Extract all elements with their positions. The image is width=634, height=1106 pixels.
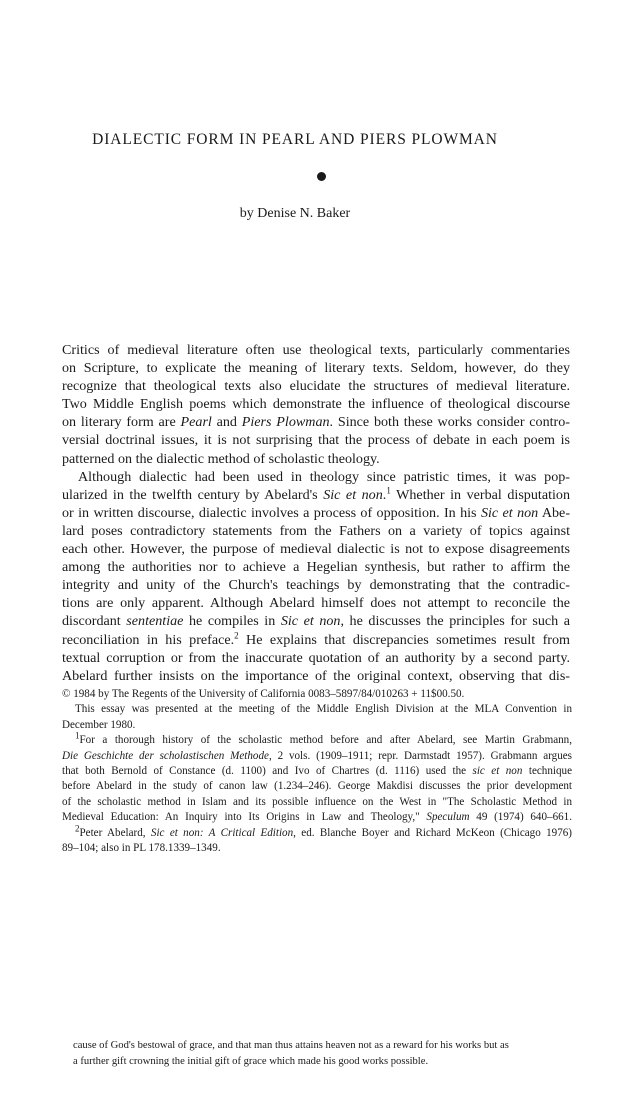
italic-text: Sic et non	[280, 613, 341, 630]
body-line	[62, 558, 570, 576]
text-run: recognize that theological texts also elucidate the structures of medieval literature.	[62, 378, 570, 395]
text-run: reconciliation in his preface.	[62, 631, 235, 648]
body-line	[62, 667, 570, 685]
body-line	[62, 649, 570, 667]
text-run: Critics of medieval literature often use theological texts, particularly commentaries	[62, 342, 570, 358]
text-run: For a thorough history of the scholastic method before and after Abelard, see Martin Grabmann,	[79, 734, 572, 747]
text-run: that both Bernold of Constance (d. 1100) and Ivo of Chartres (d. 1116) used the	[62, 765, 473, 778]
text-run: textual corruption or from the inaccurate quotation of an authority by a second party.	[62, 649, 570, 666]
text-run: , he discusses the principles for such a	[340, 613, 570, 630]
italic-text: Sic et non	[323, 486, 383, 503]
footnote-line	[62, 822, 572, 841]
continued-footnote-line: a further gift crowning the initial gift of grace which made his good works possible.	[73, 1055, 429, 1067]
footnote-line	[62, 841, 572, 856]
continued-footnote-line: cause of God's bestowal of grace, and that man thus attains heaven not as a reward for his works but as	[73, 1040, 509, 1051]
body-line	[62, 413, 570, 431]
body-line	[62, 522, 570, 540]
text-run: before Abelard in the study of canon law (1.234–246). George Makdisi discusses the prior development	[62, 780, 572, 793]
text-run: of the scholastic method in Islam and its possible influence on the West in "The Scholastic Method in	[62, 795, 572, 808]
italic-text: Die Geschichte der scholastischen Methode	[62, 749, 269, 762]
footnote-line	[62, 702, 572, 717]
body-text	[62, 341, 570, 685]
text-run: versial doctrinal issues, it is not surprising that the process of debate in each poem is	[62, 432, 570, 449]
body-line	[62, 377, 570, 395]
footnote-line	[62, 779, 572, 794]
footnote-line	[62, 810, 572, 825]
italic-text: Speculum	[426, 811, 470, 824]
italic-text: sic et non	[472, 765, 523, 778]
italic-text: Sic et non: A Critical Edition	[150, 826, 294, 839]
italic-text: Pearl	[180, 414, 212, 431]
text-run: He explains that discrepancies sometimes result from	[238, 631, 570, 648]
text-run: , ed. Blanche Boyer and Richard McKeon (Chicago 1976)	[293, 826, 572, 839]
footnote-line	[62, 764, 572, 779]
footnote-line	[62, 687, 572, 702]
article-author: by Denise N. Baker	[239, 206, 351, 221]
article-title: DIALECTIC FORM IN PEARL AND PIERS PLOWMAN	[92, 131, 498, 148]
text-run: patterned on the dialectic method of scholastic theology.	[62, 450, 380, 467]
text-run: © 1984 by The Regents of the University of California 0083–5897/84/010263 + 11$00.50.	[62, 688, 465, 700]
footnote-line	[62, 795, 572, 810]
body-line	[62, 468, 570, 486]
text-run: . Since both these works consider contro-	[329, 414, 570, 431]
continued-footnote	[73, 1038, 573, 1070]
text-run: tions are only apparent. Although Abelard himself does not attempt to reconcile the	[62, 595, 570, 612]
text-run: each other. However, the purpose of medieval dialectic is not to expose disagreements	[62, 541, 570, 558]
text-run: 49 (1974) 640–661.	[469, 811, 572, 824]
body-line	[62, 540, 570, 558]
text-run: on literary form are	[62, 414, 181, 431]
text-run: he compiles in	[183, 613, 281, 630]
text-run: among the authorities nor to achieve a Hegelian synthesis, but rather to affirm the	[62, 559, 570, 576]
body-line	[62, 341, 570, 359]
text-run: on Scripture, to explicate the meaning of literary texts. Seldom, however, do they	[62, 360, 570, 377]
footnotes	[62, 687, 572, 856]
body-line	[62, 359, 570, 377]
footnote-marker: 2	[75, 822, 80, 833]
text-run: Two Middle English poems which demonstrate the influence of theological discourse	[62, 396, 570, 413]
footnote-line	[62, 730, 572, 748]
footnote-line	[62, 718, 572, 733]
footnote-marker: 1	[386, 485, 391, 496]
italic-text: Sic et non	[480, 504, 539, 521]
text-run: Peter Abelard,	[79, 826, 151, 839]
body-line	[62, 450, 570, 468]
text-run: Although dialectic had been used in theology since patristic times, it was pop-	[78, 468, 570, 485]
text-run: This essay was presented at the meeting of the Middle English Division at the MLA Convention in	[75, 703, 572, 716]
text-run: integrity and unity of the Church's teachings by demonstrating that the contradic-	[62, 577, 570, 594]
text-run: technique	[522, 765, 572, 778]
footnote-marker: 2	[234, 629, 239, 640]
text-run: or in written discourse, dialectic involves a process of opposition. In his	[62, 504, 481, 521]
italic-text: sententiae	[126, 613, 184, 630]
text-run: 89–104; also in PL 178.1339–1349.	[62, 842, 221, 855]
body-line	[62, 504, 570, 522]
body-line	[62, 576, 570, 594]
text-run: ularized in the twelfth century by Abelard's	[62, 486, 324, 503]
text-run: Abe-	[538, 504, 571, 521]
text-run: , 2 vols. (1909–1911; repr. Darmstadt 1957). Grabmann argues	[268, 749, 573, 762]
body-line	[62, 594, 570, 612]
body-line	[62, 431, 570, 449]
footnote-line	[62, 749, 572, 764]
text-run: December 1980.	[62, 718, 136, 731]
text-run: .	[382, 486, 387, 503]
body-line	[62, 395, 570, 413]
italic-text: Piers Plowman	[241, 414, 330, 431]
text-run: Whether in verbal disputation	[390, 486, 571, 503]
ornament-dot	[317, 172, 326, 181]
body-line	[62, 612, 570, 630]
body-line	[62, 631, 570, 649]
text-run: and	[211, 414, 242, 431]
body-line	[62, 486, 570, 504]
text-run: Abelard further insists on the importance of the original context, observing that dis-	[62, 667, 570, 684]
text-run: lard poses contradictory statements from the Fathers on a variety of topics against	[62, 522, 570, 539]
text-run: discordant	[62, 613, 127, 630]
text-run: Medieval Education: An Inquiry into Its Origins in Law and Theology,"	[62, 811, 427, 824]
footnote-marker: 1	[75, 730, 80, 741]
